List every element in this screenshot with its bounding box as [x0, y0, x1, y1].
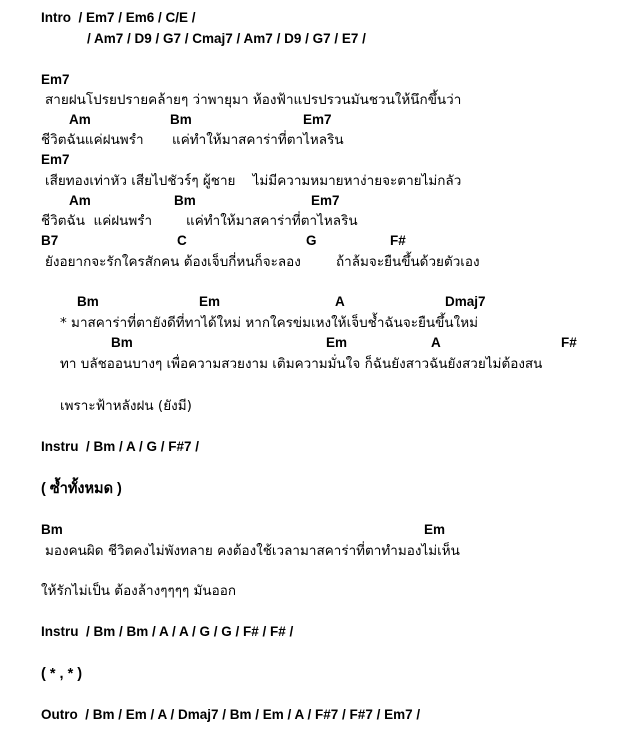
chord: Em7 [41, 152, 70, 167]
chord: F# [390, 233, 406, 248]
lyric-line: สายฝนโปรยปรายคล้ายๆ ว่าพายุมา ห้องฟ้าแปรปรวนมันชวนให้นึกขึ้นว่า [45, 92, 462, 108]
outro-line: Outro / Bm / Em / A / Dmaj7 / Bm / Em / A / F#7 / F#7 / Em7 / [41, 707, 421, 722]
chord: Bm [41, 522, 63, 537]
intro-line-2: / Am7 / D9 / G7 / Cmaj7 / Am7 / D9 / G7 / E7 / [87, 31, 366, 46]
lyric-line: เสียทองเท่าหัว เสียไปชัวร์ๆ ผู้ชาย ไม่มีความหมายหาง่ายจะตายไม่กลัว [45, 173, 462, 189]
chord: Am [69, 112, 91, 127]
chord: F# [561, 335, 577, 350]
lyric-line: ชีวิตฉัน แค่ฝนพรำ [41, 213, 153, 229]
chord: B7 [41, 233, 59, 248]
chord: A [431, 335, 441, 350]
chord: Bm [174, 193, 196, 208]
repeat-all-note: ( ซ้ำทั้งหมด ) [41, 481, 122, 497]
chord: Em [424, 522, 446, 537]
chord: C [177, 233, 187, 248]
chord: G [306, 233, 317, 248]
chord: Bm [111, 335, 133, 350]
chord: Am [69, 193, 91, 208]
instrumental-line: Instru / Bm / Bm / A / A / G / G / F# / F# / [41, 624, 294, 639]
chord: Em [199, 294, 221, 309]
chord: Em7 [303, 112, 332, 127]
chord: Em7 [41, 72, 70, 87]
chord: Bm [77, 294, 99, 309]
lyric-line: เพราะฟ้าหลังฝน (ยังมี) [60, 398, 192, 414]
intro-line-1: Intro / Em7 / Em6 / C/E / [41, 10, 196, 25]
lyric-line: มองคนผิด ชีวิตคงไม่พังทลาย คงต้องใช้เวลามาสคาร่าที่ตาทำมองไม่เห็น [45, 543, 460, 559]
lyric-line: ถ้าล้มจะยืนขึ้นด้วยตัวเอง [336, 254, 480, 270]
lyric-line: แค่ทำให้มาสคาร่าที่ตาไหลริน [186, 213, 358, 229]
lyric-line: ชีวิตฉันแค่ฝนพรำ [41, 132, 144, 148]
chord: Dmaj7 [445, 294, 486, 309]
lyric-line: ให้รักไม่เป็น ต้องล้างๆๆๆๆ มันออก [41, 583, 237, 599]
instrumental-line: Instru / Bm / A / G / F#7 / [41, 439, 200, 454]
repeat-chorus-note: ( * , * ) [41, 666, 83, 682]
lyric-line: ทา บลัชออนบางๆ เพื่อความสวยงาม เติมความมั่นใจ ก็ฉันยังสาวฉันยังสวยไม่ต้องสน [60, 356, 543, 372]
lyric-line: ยังอยากจะรักใครสักคน ต้องเจ็บกี่หนก็จะลอง [45, 254, 301, 270]
chord: Em [326, 335, 348, 350]
lyric-line: แค่ทำให้มาสคาร่าที่ตาไหลริน [172, 132, 344, 148]
lyric-line: * มาสคาร่าที่ตายังดีที่ทาได้ใหม่ หากใครข่มเหงให้เจ็บช้ำฉันจะยืนขึ้นใหม่ [60, 315, 478, 331]
chord: Bm [170, 112, 192, 127]
chord: Em7 [311, 193, 340, 208]
chord: A [335, 294, 345, 309]
